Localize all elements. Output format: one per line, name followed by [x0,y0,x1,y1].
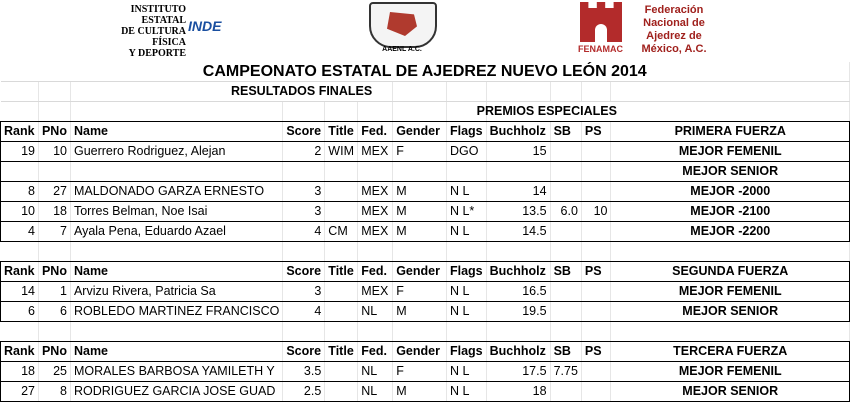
cell-title [325,302,358,322]
cell-title [325,162,358,182]
cell-pno: 6 [38,302,70,322]
category-label: TERCERA FUERZA [611,342,850,362]
cell-gender: F [393,362,447,382]
empty-cell [1,242,39,262]
empty-cell [446,322,486,342]
cell-sb [550,142,581,162]
cell-pno [38,162,70,182]
cell-flags [446,162,486,182]
cell-title [325,382,358,402]
column-header-buchholz: Buchholz [486,342,550,362]
column-header-name: Name [70,262,282,282]
table-row [1,162,850,182]
empty-cell [70,242,282,262]
cell-rank: 6 [1,302,39,322]
inde-logo-line: Y DEPORTE [128,48,186,59]
cell-title [325,202,358,222]
column-header-ps: PS [581,122,611,142]
table-row [1,142,850,162]
cell-rank: 8 [1,182,39,202]
empty-cell [358,322,393,342]
empty-cell [283,322,325,342]
cell-rank: 4 [1,222,39,242]
title-row [1,62,850,82]
column-header-title: Title [325,122,358,142]
column-header-score: Score [283,262,325,282]
cell-name: Ayala Pena, Eduardo Azael [70,222,282,242]
empty-cell [358,102,393,122]
fenamac-name-line: México, A.C. [641,43,707,55]
empty-cell [325,322,358,342]
cell-fed: NL [358,302,393,322]
column-header-rank: Rank [1,122,39,142]
column-header-ps: PS [581,342,611,362]
cell-sb [550,182,581,202]
cell-buchholz: 13.5 [486,202,550,222]
cell-sb: 6.0 [550,202,581,222]
empty-cell [393,102,447,122]
empty-cell [611,322,850,342]
cell-flags: N L [446,362,486,382]
cell-ps [581,302,611,322]
column-header-buchholz: Buchholz [486,262,550,282]
cell-flags: N L [446,302,486,322]
column-header-name: Name [70,122,282,142]
column-header-fed: Fed. [358,262,393,282]
empty-cell [393,242,447,262]
column-header-sb: SB [550,342,581,362]
cell-fed: NL [358,362,393,382]
cell-gender: M [393,222,447,242]
inde-logo-line: DE CULTURA FÍSICA [121,26,186,48]
subtitle-row [1,82,850,102]
empty-cell [581,82,611,102]
special-prizes-row [1,102,850,122]
cell-sb [550,222,581,242]
cell-rank [1,162,39,182]
cell-fed [358,162,393,182]
cell-buchholz: 15 [486,142,550,162]
cell-buchholz: 17.5 [486,362,550,382]
cell-gender [393,162,447,182]
column-header-score: Score [283,342,325,362]
cell-sb [550,382,581,402]
cell-score: 4 [283,222,325,242]
subtitle: RESULTADOS FINALES [70,82,392,102]
column-header-pno: PNo [38,122,70,142]
column-header-ps: PS [581,262,611,282]
column-header-fed: Fed. [358,342,393,362]
cell-pno: 7 [38,222,70,242]
cell-score: 3 [283,202,325,222]
column-header-flags: Flags [446,122,486,142]
cell-name: ROBLEDO MARTINEZ FRANCISCO [70,302,282,322]
prize-label: MEJOR SENIOR [611,302,850,322]
cell-flags: N L [446,182,486,202]
cell-sb [550,162,581,182]
cell-pno: 8 [38,382,70,402]
empty-cell [486,242,550,262]
special-prizes-label: PREMIOS ESPECIALES [476,102,839,122]
cell-flags: N L [446,282,486,302]
empty-cell [611,242,850,262]
cell-gender: F [393,282,447,302]
cell-name: MALDONADO GARZA ERNESTO [70,182,282,202]
empty-cell [393,322,447,342]
column-header-pno: PNo [38,262,70,282]
results-table [0,62,850,402]
inde-brand: INDE [188,18,222,34]
cell-sb [550,302,581,322]
category-label: PRIMERA FUERZA [611,122,850,142]
empty-cell [1,102,39,122]
cell-pno: 18 [38,202,70,222]
cell-flags: N L [446,222,486,242]
prize-label: MEJOR -2000 [611,182,850,202]
cell-score: 2.5 [283,382,325,402]
empty-cell [611,82,850,102]
cell-gender: M [393,182,447,202]
cell-fed: MEX [358,282,393,302]
cell-flags: N L [446,382,486,402]
cell-name: Arvizu Rivera, Patricia Sa [70,282,282,302]
column-header-sb: SB [550,122,581,142]
spacer-row [1,322,850,342]
fenamac-name-line: Ajedrez de [646,30,702,42]
empty-cell [486,322,550,342]
table-row [1,362,850,382]
empty-cell [283,102,325,122]
empty-cell [325,242,358,262]
chess-rook-icon [580,2,622,42]
empty-cell [38,102,70,122]
cell-pno: 27 [38,182,70,202]
aaenl-shield-icon [369,2,437,48]
cell-score: 4 [283,302,325,322]
fenamac-name-line: Nacional de [643,17,705,29]
prize-label: MEJOR SENIOR [611,382,850,402]
cell-score: 3 [283,182,325,202]
page-title: CAMPEONATO ESTATAL DE AJEDREZ NUEVO LEÓN 2014 [1,62,850,82]
empty-cell [550,322,581,342]
cell-buchholz: 18 [486,382,550,402]
fenamac-acronym: FENAMAC [578,44,623,54]
cell-name: Guerrero Rodriguez, Alejan [70,142,282,162]
empty-cell [70,102,282,122]
empty-cell [581,322,611,342]
table-row [1,302,850,322]
cell-fed: MEX [358,182,393,202]
table-row [1,202,850,222]
cell-title: CM [325,222,358,242]
cell-rank: 27 [1,382,39,402]
cell-title [325,182,358,202]
category-label: SEGUNDA FUERZA [611,262,850,282]
empty-cell [581,242,611,262]
cell-pno: 1 [38,282,70,302]
cell-title: WIM [325,142,358,162]
column-header-title: Title [325,342,358,362]
cell-gender: F [393,142,447,162]
cell-fed: MEX [358,222,393,242]
empty-cell [1,322,39,342]
cell-fed: MEX [358,142,393,162]
empty-cell [486,82,550,102]
cell-buchholz [486,162,550,182]
cell-fed: MEX [358,202,393,222]
cell-gender: M [393,202,447,222]
cell-buchholz: 19.5 [486,302,550,322]
column-header-rank: Rank [1,262,39,282]
header-logos [0,0,850,62]
cell-gender: M [393,382,447,402]
inde-logo [118,4,223,59]
column-header-buchholz: Buchholz [486,122,550,142]
cell-ps [581,162,611,182]
header-row [1,262,850,282]
aaenl-caption: AAENL A.C. [382,46,422,53]
cell-name: RODRIGUEZ GARCIA JOSE GUAD [70,382,282,402]
empty-cell [325,102,358,122]
cell-gender: M [393,302,447,322]
header-row [1,342,850,362]
column-header-sb: SB [550,262,581,282]
column-header-gender: Gender [393,262,447,282]
empty-cell [446,242,486,262]
prize-label: MEJOR FEMENIL [611,282,850,302]
empty-cell [38,242,70,262]
column-header-gender: Gender [393,122,447,142]
prize-label: MEJOR -2100 [611,202,850,222]
inde-logo-line: INSTITUTO ESTATAL [130,4,186,26]
column-header-title: Title [325,262,358,282]
table-row [1,282,850,302]
empty-cell [446,82,486,102]
column-header-fed: Fed. [358,122,393,142]
cell-rank: 18 [1,362,39,382]
prize-label: MEJOR SENIOR [611,162,850,182]
fenamac-logo [578,0,708,58]
column-header-pno: PNo [38,342,70,362]
cell-sb: 7.75 [550,362,581,382]
prize-label: MEJOR FEMENIL [611,362,850,382]
cell-rank: 19 [1,142,39,162]
cell-ps [581,222,611,242]
cell-ps [581,382,611,402]
cell-score [283,162,325,182]
column-header-flags: Flags [446,342,486,362]
table-row [1,382,850,402]
cell-flags: DGO [446,142,486,162]
spacer-row [1,242,850,262]
cell-ps [581,282,611,302]
empty-cell [70,322,282,342]
empty-cell [393,82,447,102]
prize-label: MEJOR FEMENIL [611,142,850,162]
cell-ps: 10 [581,202,611,222]
cell-title [325,362,358,382]
empty-cell [550,82,581,102]
cell-pno: 10 [38,142,70,162]
cell-ps [581,362,611,382]
cell-pno: 25 [38,362,70,382]
column-header-score: Score [283,122,325,142]
cell-buchholz: 14.5 [486,222,550,242]
cell-flags: N L* [446,202,486,222]
cell-name [70,162,282,182]
empty-cell [38,322,70,342]
cell-fed: NL [358,382,393,402]
cell-rank: 14 [1,282,39,302]
fenamac-name-line: Federación [644,4,704,16]
cell-rank: 10 [1,202,39,222]
empty-cell [38,82,70,102]
cell-score: 3.5 [283,362,325,382]
aaenl-logo [365,2,439,56]
cell-ps [581,182,611,202]
cell-score: 3 [283,282,325,302]
cell-name: MORALES BARBOSA YAMILETH Y [70,362,282,382]
column-header-rank: Rank [1,342,39,362]
column-header-gender: Gender [393,342,447,362]
cell-buchholz: 16.5 [486,282,550,302]
table-row [1,222,850,242]
cell-score: 2 [283,142,325,162]
empty-cell [283,242,325,262]
cell-sb [550,282,581,302]
table-row [1,182,850,202]
cell-title [325,282,358,302]
prize-label: MEJOR -2200 [611,222,850,242]
empty-cell [550,242,581,262]
empty-cell [358,242,393,262]
cell-ps [581,142,611,162]
column-header-name: Name [70,342,282,362]
empty-cell [1,82,39,102]
column-header-flags: Flags [446,262,486,282]
cell-buchholz: 14 [486,182,550,202]
header-row [1,122,850,142]
cell-name: Torres Belman, Noe Isai [70,202,282,222]
